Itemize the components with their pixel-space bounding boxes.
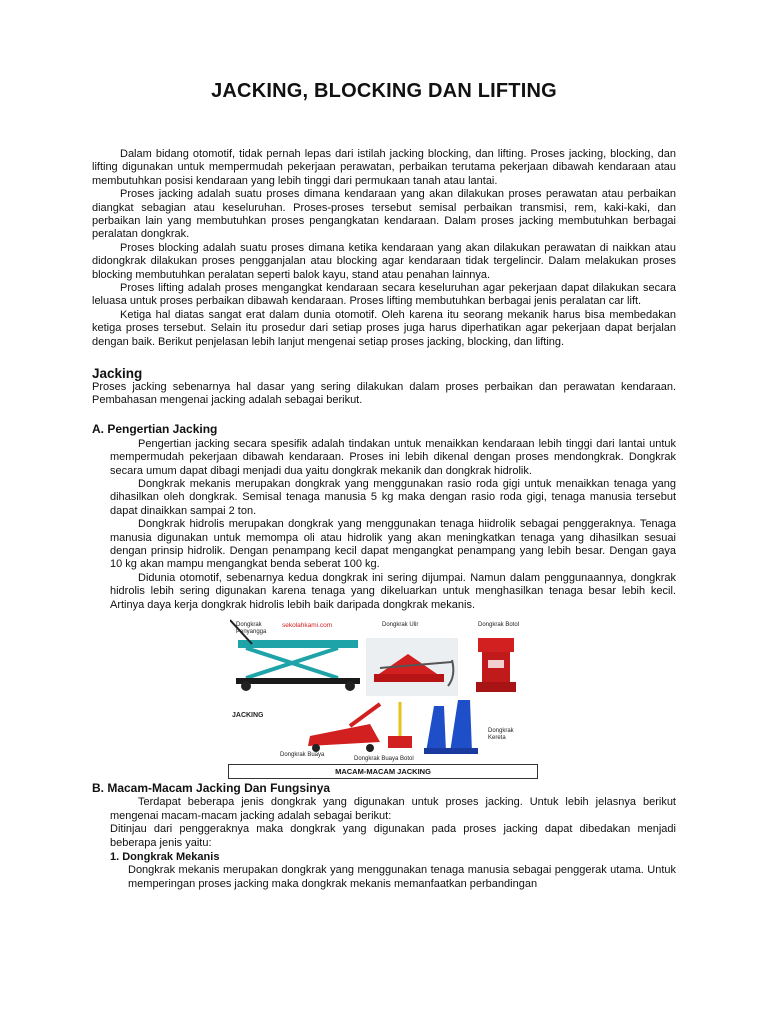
section-b-heading: B. Macam-Macam Jacking Dan Fungsinya <box>92 781 331 795</box>
label-dongkrak-ulir: Dongkrak Ulir <box>382 622 419 628</box>
label-dongkrak-kereta: Dongkrak Kereta <box>488 728 514 741</box>
label-jacking: JACKING <box>232 712 264 719</box>
intro-paragraph: Proses lifting adalah proses mengangkat kendaraan secara keseluruhan agar pekerjaan dapat dilakukan secara leluasa untuk proses perbaikan dibawah kendaraan. Proses lifting membutuhkan berbagai jenis peralatan car lift. <box>92 282 676 308</box>
intro-paragraph: Ketiga hal diatas sangat erat dalam dunia otomotif. Oleh karena itu seorang mekanik harus bisa membedakan ketiga proses tersebut. Selain itu prosedur dari setiap proses juga harus diperhatikan agar pekerjaan dapat berjalan dengan baik. Berikut penjelasan lebih lanjut mengenai setiap proses jacking, blocking, dan lifting. <box>92 308 676 348</box>
subsection-1-heading: 1. Dongkrak Mekanis <box>110 851 220 864</box>
section-a-heading: A. Pengertian Jacking <box>92 422 218 437</box>
intro-paragraph: Proses jacking adalah suatu proses dimana kendaraan yang akan dilakukan proses perawatan atau perbaikan diangkat sebagian atau keseluruhan. Proses-proses tersebut semisal perbaikan transmisi, rem, kaki-kaki, dan perbaikan lain yang membutuhkan proses pengangkatan kendaraan. Dalam proses jacking membutuhkan berbagai peralatan dongkrak. <box>92 188 676 241</box>
page-title: JACKING, BLOCKING DAN LIFTING <box>211 80 557 102</box>
label-dongkrak-buaya: Dongkrak Buaya <box>280 752 325 758</box>
label-dongkrak-botol: Dongkrak Botol <box>478 622 520 628</box>
subsection-1-paragraph: Dongkrak mekanis merupakan dongkrak yang menggunakan tenaga manusia sebagai penggerak utama. Untuk memperingan proses jacking maka dongkrak mekanis memanfaatkan perbandingan <box>128 864 676 890</box>
document-body <box>92 148 676 891</box>
label-dongkrak-penyangga: Dongkrak Penyangga <box>236 622 267 635</box>
intro-paragraph: Dalam bidang otomotif, tidak pernah lepas dari istilah jacking blocking, dan lifting. Proses jacking, blocking, dan lifting digunakan untuk mempermudah pekerjaan perawatan, perbaikan terutama pekerjaan dibawah kendaraan atau membutuhkan posisi kendaraan yang lebih tinggi dari permukaan tanah atau lantai. <box>92 148 676 187</box>
section-b-paragraph: Ditinjau dari penggeraknya maka dongkrak yang digunakan pada proses jacking dapat dibedakan menjadi beberapa jenis yaitu: <box>110 823 676 849</box>
bottle-jack-image <box>476 638 516 692</box>
section-a-paragraph: Didunia otomotif, sebenarnya kedua dongkrak ini sering dijumpai. Namun dalam penggunaannya, dongkrak hidrolis lebih sering digunakan karena tenaga yang dikeluarkan untuk menghasilkan tenaga besar lebih kecil. Artinya daya kerja dongkrak hidrolis lebih baik daripada dongkrak mekanis. <box>110 571 676 611</box>
section-b-paragraph: Terdapat beberapa jenis dongkrak yang digunakan untuk proses jacking. Untuk lebih jelasnya berikut mengenai macam-macam jacking adalah sebagai berikut: <box>110 796 676 822</box>
jacking-heading: Jacking <box>92 366 143 382</box>
figure-watermark: sekolahkami.com <box>282 622 333 629</box>
section-a-body <box>92 438 676 612</box>
section-b-body <box>92 796 676 850</box>
label-dongkrak-buaya-botol: Dongkrak Buaya Botol <box>354 756 414 762</box>
screw-jack-image <box>366 638 458 696</box>
section-a-paragraph: Pengertian jacking secara spesifik adalah tindakan untuk menaikkan kendaraan lebih tinggi dari lantai untuk mempermudah pekerjaan dibawah kendaraan. Proses ini lebih dikenal dengan proses mendongkrak. Dongkrak secara umum dapat dibagi menjadi dua yaitu dongkrak mekanik dan dongkrak hidrolik. <box>110 437 676 477</box>
intro-paragraph: Proses blocking adalah suatu proses dimana ketika kendaraan yang akan dilakukan perawatan di naikkan atau didongkrak dilakukan proses pengganjalan atau blocking agar kendaraan tidak tergelincir. Dalam melakukan proses blocking membutuhkan peralatan seperti balok kayu, stand atau penahan lainnya. <box>92 241 676 281</box>
section-a-paragraph: Dongkrak hidrolis merupakan dongkrak yang menggunakan tenaga hiidrolik sebagai penggeraknya. Tenaga manusia digunakan untuk memompa oli atau hidrolik yang akan meningkatkan tenaga yang dihasilkan sesuai dengan prinsip hidrolik. Dengan penampang kecil dapat mengangkat penampang yang lebih besar. Dengan gaya 10 kg akan mampu mengangkat benda seberat 100 kg. <box>110 518 676 571</box>
figure-caption: MACAM-MACAM JACKING <box>228 764 538 779</box>
jacking-figure <box>230 616 540 780</box>
section-a-paragraph: Dongkrak mekanis merupakan dongkrak yang menggunakan rasio roda gigi untuk menaikkan tenaga yang dihasilkan oleh dongkrak. Semisal tenaga manusia 5 kg maka dengan rasio roda gigi, tenaga manusia tersebut dapat dinaikkan sampai 2 ton. <box>110 477 676 517</box>
subsection-1-body <box>92 864 676 891</box>
jacking-intro: Proses jacking sebenarnya hal dasar yang sering dilakukan dalam proses perbaikan dan perawatan kendaraan. Pembahasan mengenai jacking adalah sebagai berikut. <box>92 380 676 406</box>
